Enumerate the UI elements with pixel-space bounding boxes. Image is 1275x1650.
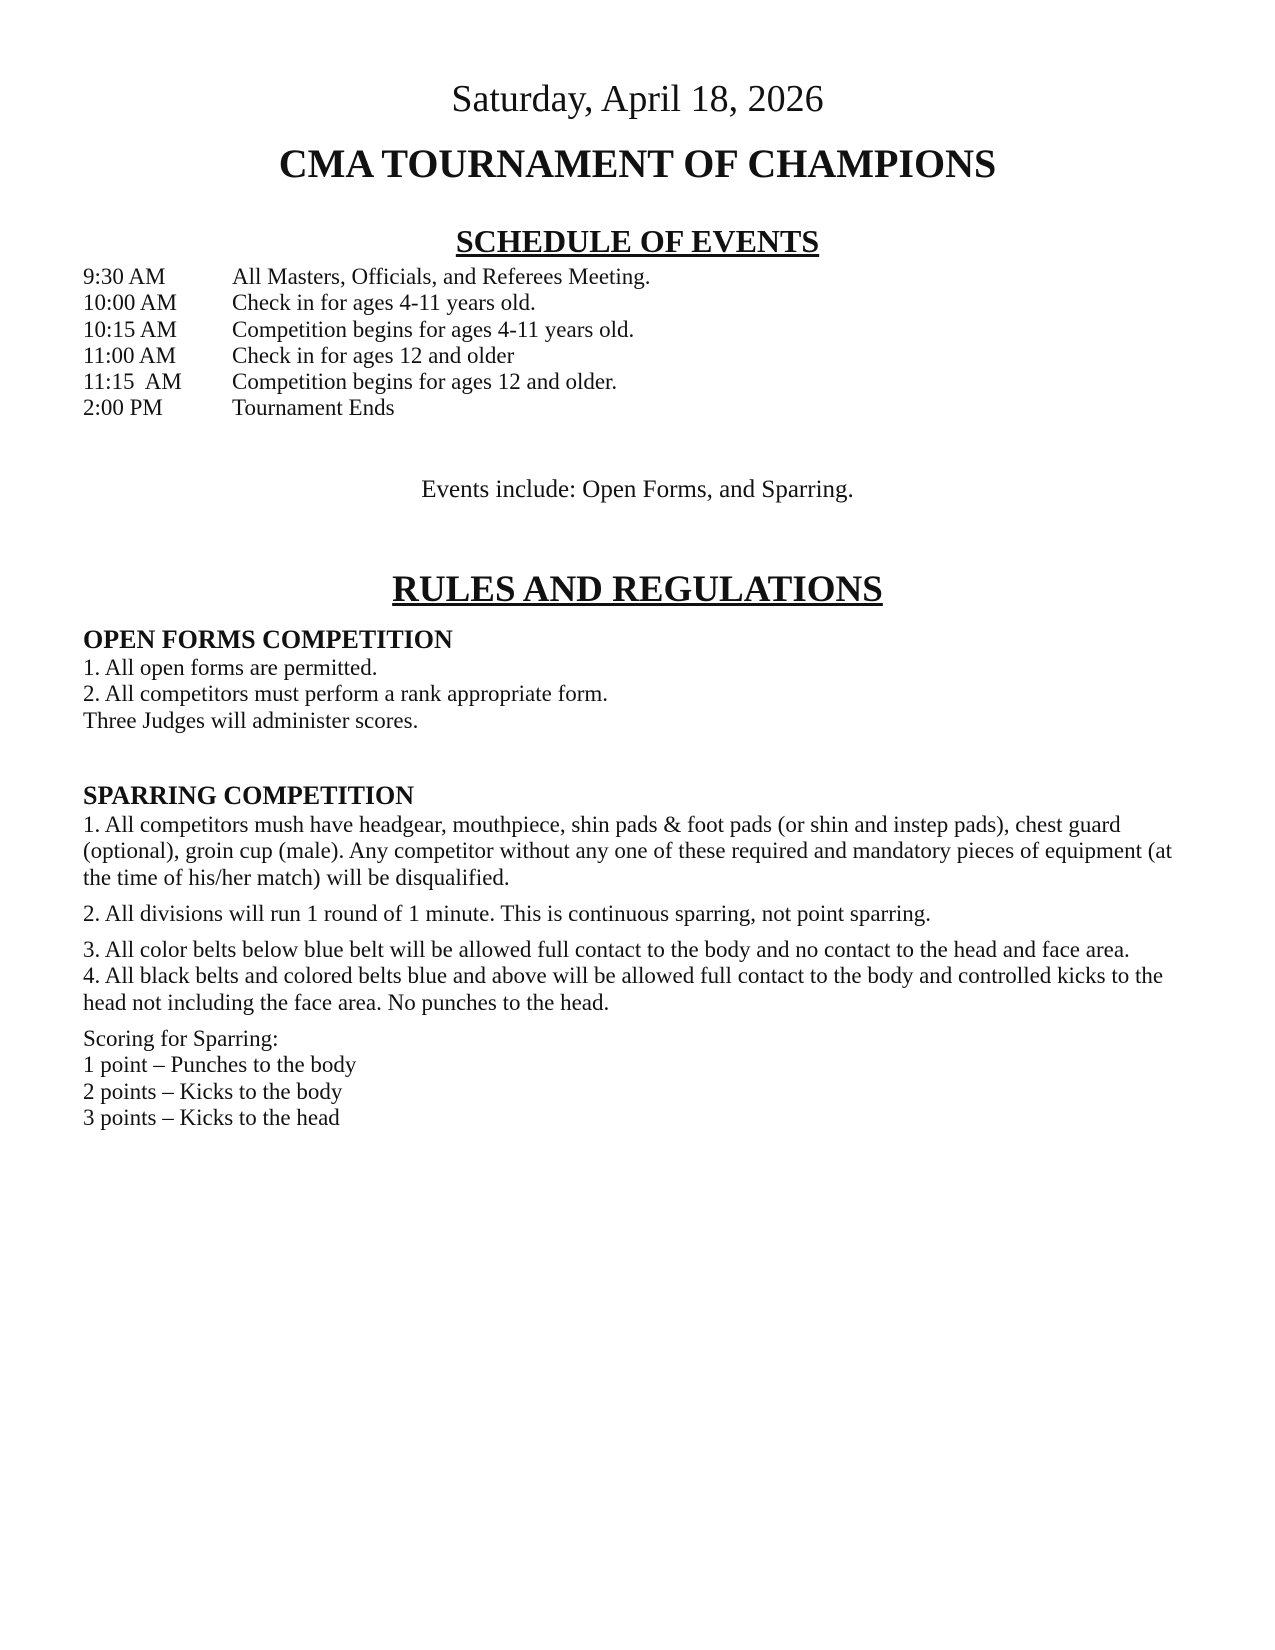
sparring-rule: 3. All color belts below blue belt will be allowed full contact to the body and no contact to the head and face area. — [83, 937, 1130, 963]
open-forms-line: 1. All open forms are permitted. — [83, 655, 378, 680]
schedule-event: All Masters, Officials, and Referees Meeting. — [232, 264, 651, 289]
schedule-row — [83, 369, 651, 395]
schedule-event: Competition begins for ages 12 and older. — [232, 369, 618, 395]
schedule-row — [83, 395, 651, 421]
event-date: Saturday, April 18, 2026 — [451, 78, 824, 120]
page-title: CMA TOURNAMENT OF CHAMPIONS — [278, 141, 997, 186]
sparring-title: SPARRING COMPETITION — [83, 781, 415, 810]
schedule-list — [83, 264, 651, 422]
open-forms-rules — [83, 655, 1203, 734]
sparring-rules — [83, 812, 1203, 1131]
rules-heading: RULES AND REGULATIONS — [392, 569, 883, 610]
schedule-time: 11:00 AM — [83, 342, 177, 368]
schedule-time: 10:00 AM — [83, 290, 177, 316]
sparring-rule: 1. All competitors mush have headgear, mouthpiece, shin pads & foot pads (or shin and instep pads), chest guard (optional), groin cup (male). Any competitor without any one of these required and mandatory pieces of equipment (at the time of his/her match) will be disqualified. — [83, 812, 1172, 890]
schedule-heading: SCHEDULE OF EVENTS — [455, 223, 820, 259]
scoring-title: Scoring for Sparring: — [83, 1026, 279, 1052]
schedule-event: Check in for ages 4-11 years old. — [232, 290, 536, 316]
sparring-rule: 4. All black belts and colored belts blue and above will be allowed full contact to the body and controlled kicks to the head not including the face area. No punches to the head. — [83, 963, 1164, 1015]
schedule-event: Competition begins for ages 4-11 years old. — [232, 316, 635, 342]
schedule-event: Check in for ages 12 and older — [232, 342, 515, 368]
scoring-item: 3 points – Kicks to the head — [83, 1104, 340, 1130]
schedule-row — [83, 343, 651, 369]
schedule-time: 10:15 AM — [83, 316, 177, 342]
schedule-row — [83, 317, 651, 343]
open-forms-line: Three Judges will administer scores. — [83, 707, 419, 733]
open-forms-line: 2. All competitors must perform a rank appropriate form. — [83, 681, 609, 707]
schedule-time: 2:00 PM — [83, 395, 163, 421]
scoring-item: 1 point – Punches to the body — [83, 1052, 357, 1078]
events-note: Events include: Open Forms, and Sparring. — [421, 476, 854, 503]
schedule-time: 11:15 AM — [83, 369, 182, 395]
schedule-row — [83, 290, 651, 316]
schedule-time: 9:30 AM — [83, 264, 166, 289]
scoring-item: 2 points – Kicks to the body — [83, 1078, 343, 1104]
schedule-event: Tournament Ends — [232, 395, 395, 421]
open-forms-title: OPEN FORMS COMPETITION — [83, 625, 453, 654]
sparring-rule: 2. All divisions will run 1 round of 1 minute. This is continuous sparring, not point sparring. — [83, 900, 931, 926]
schedule-row — [83, 264, 651, 290]
